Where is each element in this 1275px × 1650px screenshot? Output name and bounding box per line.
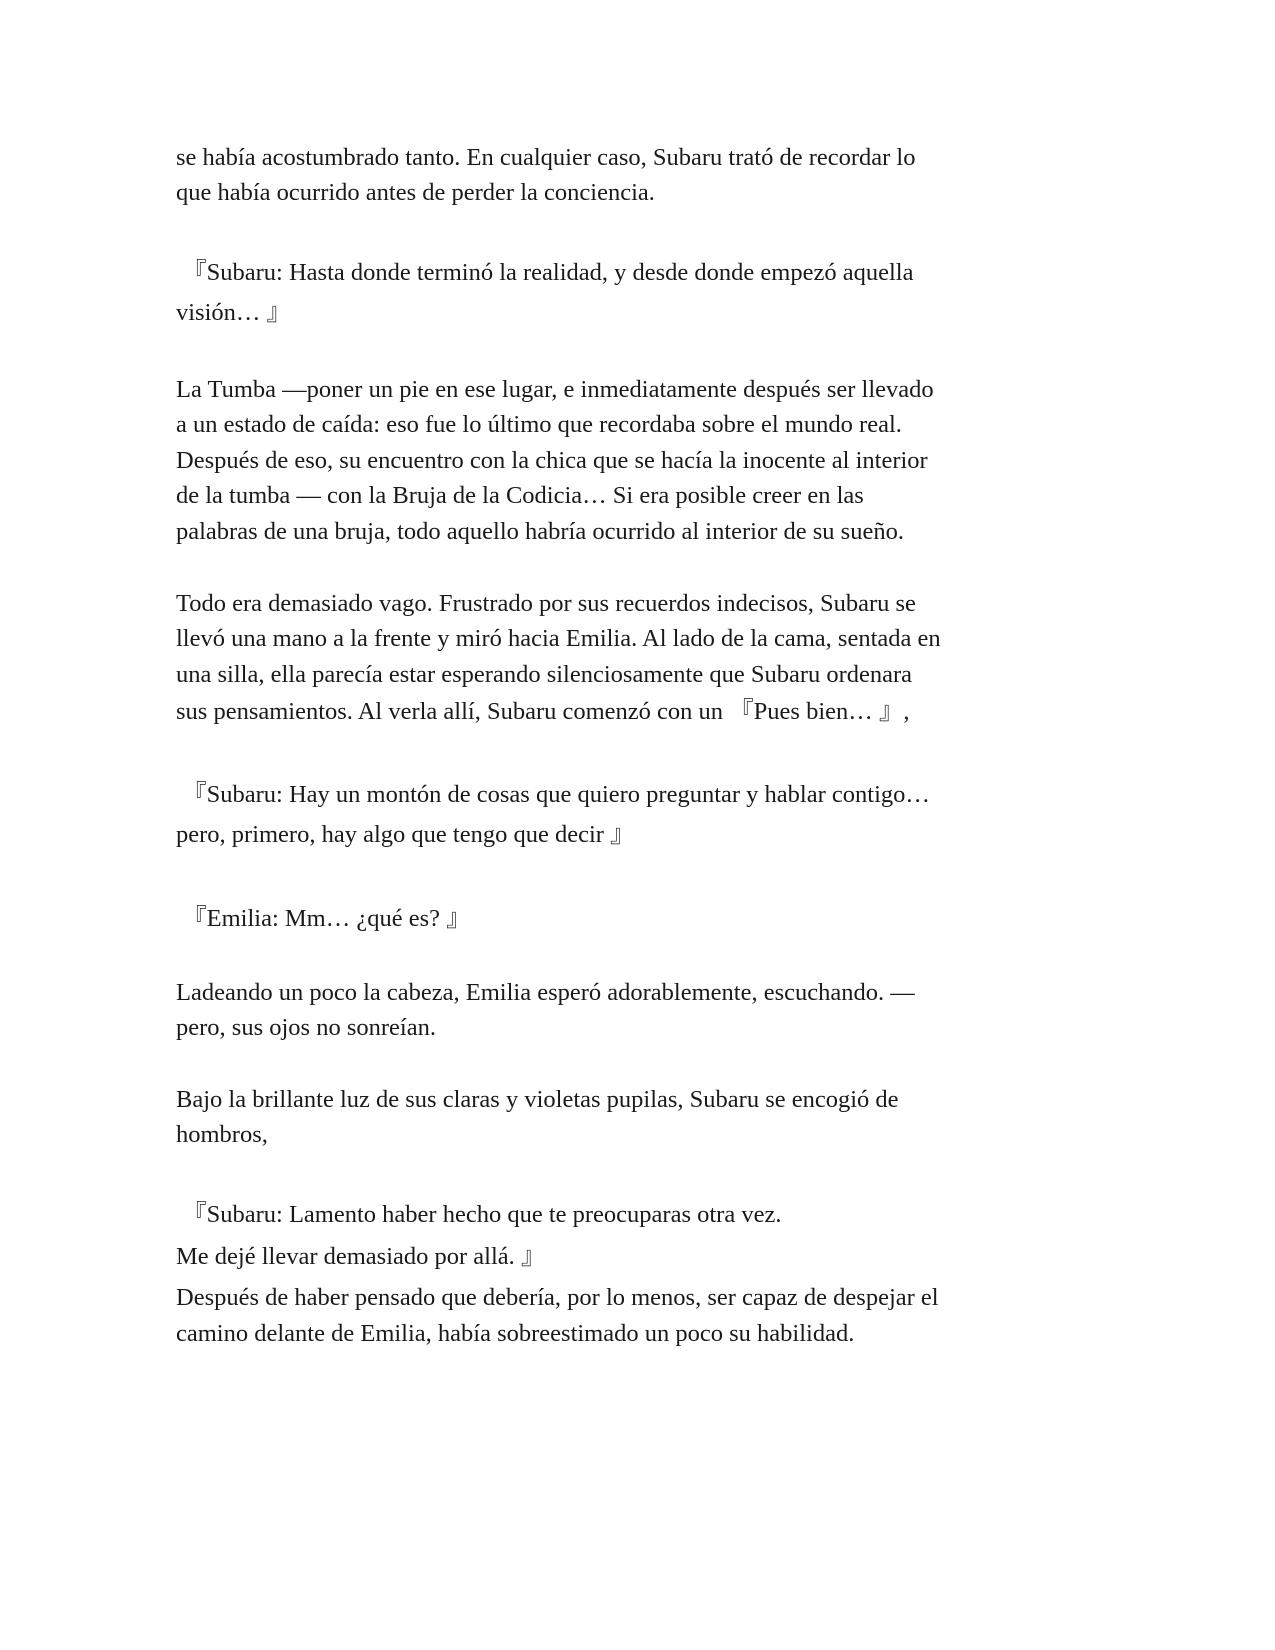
dialogue-line: 『Subaru: Hay un montón de cosas que quiero preguntar y hablar contigo… bbox=[176, 781, 930, 808]
text-line: llevó una mano a la frente y miró hacia Emilia. Al lado de la cama, sentada en bbox=[176, 625, 941, 652]
text-line: Después de haber pensado que debería, por lo menos, ser capaz de despejar el bbox=[176, 1284, 939, 1311]
dialogue-line: visión… 』 bbox=[176, 299, 292, 326]
text-line: se había acostumbrado tanto. En cualquier caso, Subaru trató de recordar lo bbox=[176, 144, 916, 171]
text-line: Después de eso, su encuentro con la chica que se hacía la inocente al interior bbox=[176, 447, 928, 474]
text-line: a un estado de caída: eso fue lo último que recordaba sobre el mundo real. bbox=[176, 411, 902, 438]
dialogue-line: pero, primero, hay algo que tengo que decir 』 bbox=[176, 821, 635, 848]
text-line: de la tumba — con la Bruja de la Codicia… Si era posible creer en las bbox=[176, 482, 864, 509]
text-line: una silla, ella parecía estar esperando silenciosamente que Subaru ordenara bbox=[176, 661, 913, 688]
text-line: Todo era demasiado vago. Frustrado por sus recuerdos indecisos, Subaru se bbox=[176, 590, 916, 617]
text-line: sus pensamientos. Al verla allí, Subaru comenzó con un 『Pues bien… 』, bbox=[176, 698, 910, 725]
text-line: que había ocurrido antes de perder la conciencia. bbox=[176, 179, 655, 206]
dialogue-line: 『Subaru: Hasta donde terminó la realidad, y desde donde empezó aquella bbox=[176, 259, 914, 286]
text-line: hombros, bbox=[176, 1121, 268, 1148]
dialogue-line: 『Emilia: Mm… ¿qué es? 』 bbox=[176, 905, 471, 932]
text-line: Bajo la brillante luz de sus claras y violetas pupilas, Subaru se encogió de bbox=[176, 1086, 899, 1113]
text-line: Ladeando un poco la cabeza, Emilia esperó adorablemente, escuchando. — bbox=[176, 979, 915, 1006]
dialogue-line: Me dejé llevar demasiado por allá. 』 bbox=[176, 1243, 546, 1270]
text-line: La Tumba —poner un pie en ese lugar, e inmediatamente después ser llevado bbox=[176, 376, 934, 403]
text-line: pero, sus ojos no sonreían. bbox=[176, 1014, 436, 1041]
text-line: palabras de una bruja, todo aquello habría ocurrido al interior de su sueño. bbox=[176, 518, 904, 545]
dialogue-line: 『Subaru: Lamento haber hecho que te preocuparas otra vez. bbox=[176, 1201, 782, 1228]
text-line: camino delante de Emilia, había sobreestimado un poco su habilidad. bbox=[176, 1320, 855, 1347]
